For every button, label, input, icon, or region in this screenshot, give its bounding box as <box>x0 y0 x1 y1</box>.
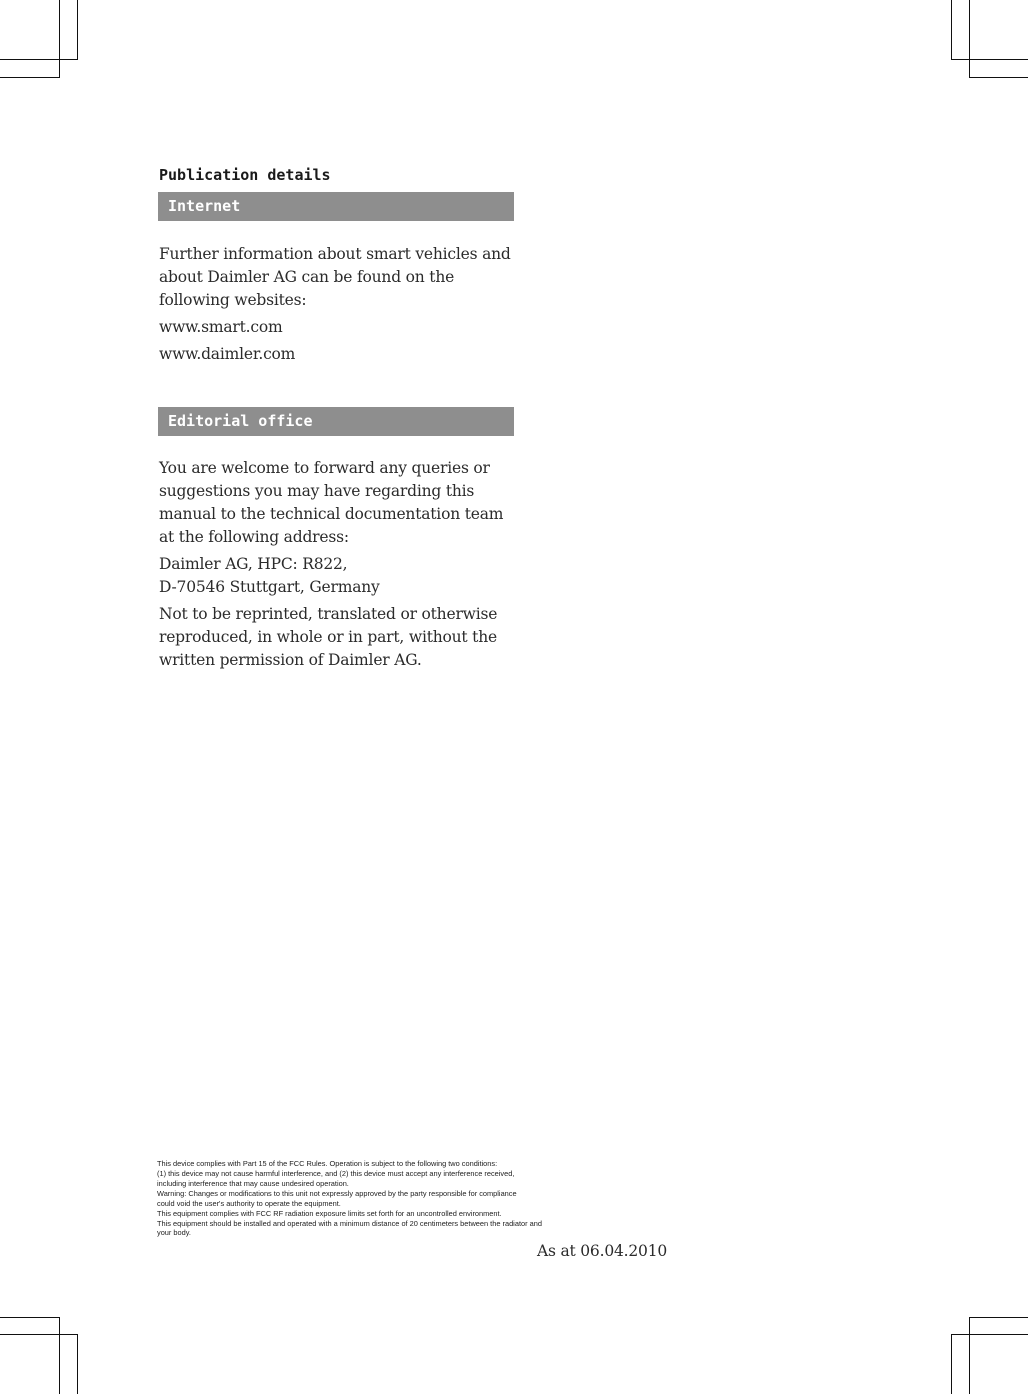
crop-mark <box>969 0 970 77</box>
crop-mark <box>0 59 77 60</box>
crop-mark <box>951 1334 952 1394</box>
crop-mark <box>0 1317 60 1318</box>
crop-mark <box>951 0 952 60</box>
website-link-smart[interactable]: www.smart.com <box>159 318 283 336</box>
editorial-heading: Editorial office <box>168 412 313 430</box>
crop-mark <box>59 0 60 77</box>
crop-mark <box>969 77 1028 78</box>
fcc-line: could void the user's authority to operate the equipment. <box>157 1199 341 1208</box>
address-line: D-70546 Stuttgart, Germany <box>159 578 380 596</box>
crop-mark <box>0 1334 77 1335</box>
editorial-heading-bar <box>158 407 514 436</box>
fcc-line: This device complies with Part 15 of the FCC Rules. Operation is subject to the following two conditions: <box>157 1159 498 1168</box>
crop-mark <box>0 77 60 78</box>
website-link-daimler[interactable]: www.daimler.com <box>159 345 296 363</box>
fcc-line: This equipment complies with FCC RF radiation exposure limits set forth for an uncontrolled environment. <box>157 1209 502 1218</box>
fcc-line: your body. <box>157 1228 191 1237</box>
fcc-line: This equipment should be installed and operated with a minimum distance of 20 centimeters between the radiator and <box>157 1219 542 1228</box>
copyright-notice: Not to be reprinted, translated or otherwise reproduced, in whole or in part, without the written permission of Daimler AG. <box>159 605 498 669</box>
crop-mark <box>951 1334 1028 1335</box>
internet-heading: Internet <box>168 197 241 215</box>
crop-mark <box>77 0 78 60</box>
fcc-line: Warning: Changes or modifications to this unit not expressly approved by the party responsible for compliance <box>157 1189 517 1198</box>
address-line: Daimler AG, HPC: R822, <box>159 555 348 573</box>
fcc-statement <box>157 1159 542 1236</box>
crop-mark <box>951 59 1028 60</box>
fcc-line: (1) this device may not cause harmful interference, and (2) this device must accept any interference received, <box>157 1169 515 1178</box>
crop-mark <box>59 1317 60 1394</box>
fcc-line: including interference that may cause undesired operation. <box>157 1179 349 1188</box>
internet-paragraph: Further information about smart vehicles and about Daimler AG can be found on the following websites: <box>159 245 511 309</box>
crop-mark <box>969 1317 1028 1318</box>
page-title: Publication details <box>159 166 331 184</box>
date-stamp: As at 06.04.2010 <box>537 1242 668 1260</box>
editorial-paragraph: You are welcome to forward any queries or suggestions you may have regarding this manual to the technical documentation team at the following address: <box>159 459 504 546</box>
crop-mark <box>77 1334 78 1394</box>
internet-heading-bar <box>158 192 514 221</box>
crop-mark <box>969 1317 970 1394</box>
